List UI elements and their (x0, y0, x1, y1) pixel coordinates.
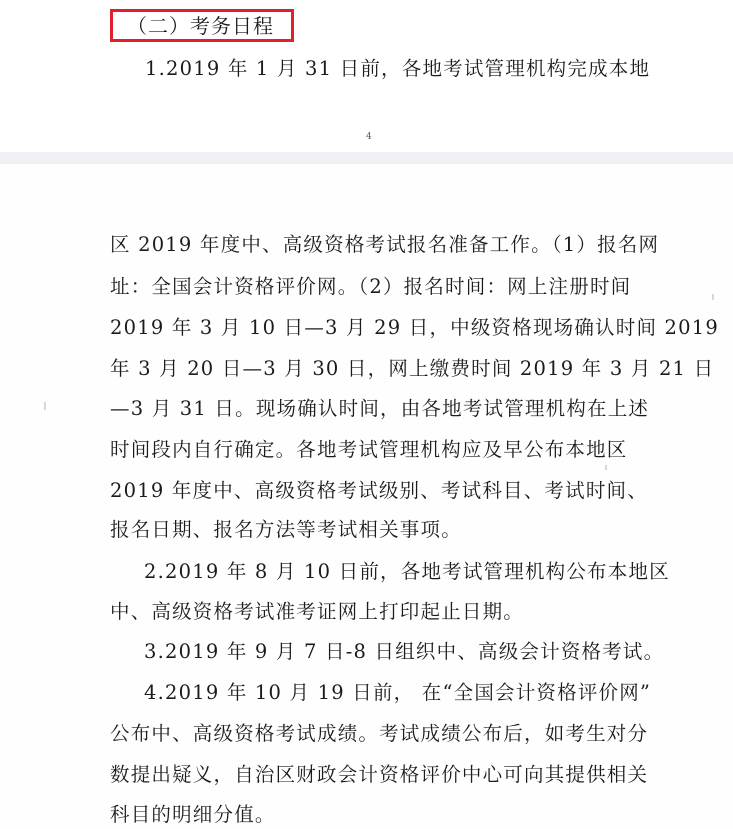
document-page-top (0, 0, 733, 152)
paragraph-line: 2.2019 年 8 月 10 日前，各地考试管理机构公布本地区 (144, 560, 670, 583)
paragraph-line: —3 月 31 日。现场确认时间，由各地考试管理机构在上述 (110, 397, 650, 420)
paragraph-line: 公布中、高级资格考试成绩。考试成绩公布后，如考生对分 (110, 722, 649, 745)
scan-speck (712, 294, 714, 300)
paragraph-line: 址：全国会计资格评价网。（2）报名时间：网上注册时间 (110, 275, 632, 298)
paragraph-line-first: 1.2019 年 1 月 31 日前，各地考试管理机构完成本地 (145, 57, 651, 80)
paragraph-line: 3.2019 年 9 月 7 日-8 日组织中、高级会计资格考试。 (144, 640, 665, 663)
paragraph-line: 中、高级资格考试准考证网上打印起止日期。 (110, 600, 525, 623)
paragraph-line: 科目的明细分值。 (110, 803, 276, 826)
scan-speck (605, 465, 607, 470)
paragraph-line: 年 3 月 20 日—3 月 30 日，网上缴费时间 2019 年 3 月 21 日 (110, 357, 715, 380)
paragraph-line: 区 2019 年度中、高级资格考试报名准备工作。（1）报名网 (110, 233, 660, 256)
section-heading: （二）考务日程 (127, 14, 274, 38)
paragraph-line: 时间段内自行确定。各地考试管理机构应及早公布本地区 (110, 438, 628, 461)
scan-speck (44, 402, 46, 410)
paragraph-line: 数提出疑义，自治区财政会计资格评价中心可向其提供相关 (110, 763, 649, 786)
paragraph-line: 2019 年度中、高级资格考试级别、考试科目、考试时间、 (110, 479, 648, 502)
page-separator (0, 152, 733, 164)
paragraph-line: 2019 年 3 月 10 日—3 月 29 日，中级资格现场确认时间 2019 (110, 316, 719, 339)
paragraph-line: 报名日期、报名方法等考试相关事项。 (110, 518, 462, 541)
paragraph-line: 4.2019 年 10 月 19 日前， 在“全国会计资格评价网” (144, 681, 652, 704)
page-number: 4 (366, 132, 372, 142)
